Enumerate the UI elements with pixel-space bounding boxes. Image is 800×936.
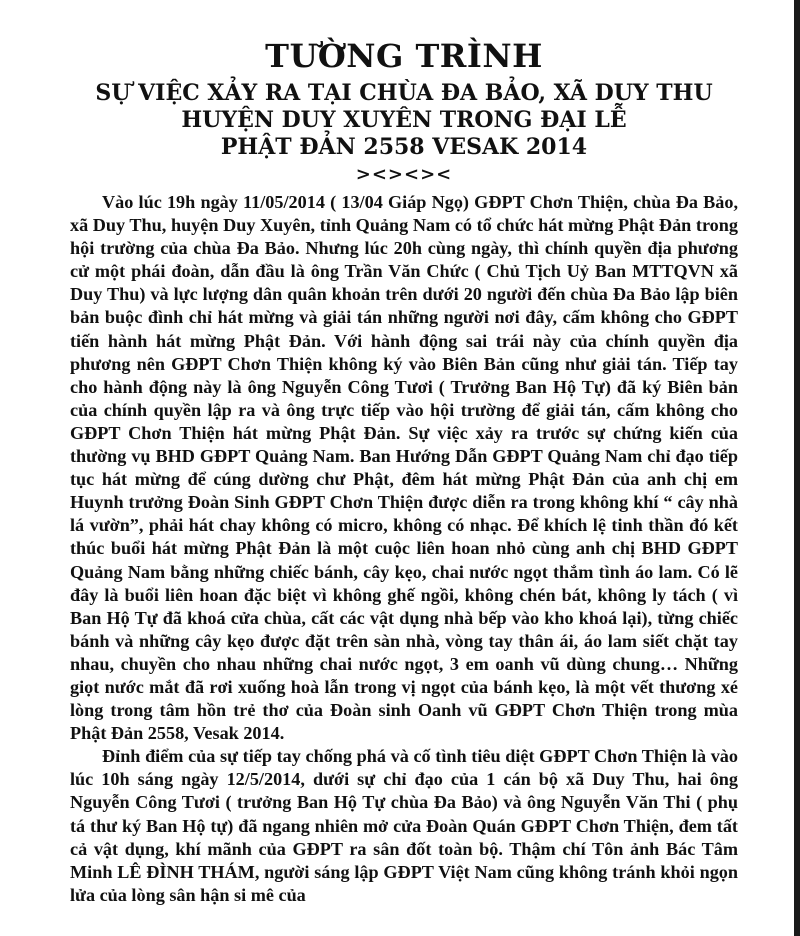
subtitle-line-2: HUYỆN DUY XUYÊN TRONG ĐẠI LỄ [181, 107, 627, 133]
subtitle-line-3: PHẬT ĐẢN 2558 VESAK 2014 [220, 134, 588, 160]
document-title: TƯỜNG TRÌNH [265, 37, 543, 75]
ornament-divider: ><><>< [355, 164, 453, 185]
document-subtitle [70, 80, 738, 161]
document-body [70, 191, 738, 907]
paragraph-2: Đỉnh điểm của sự tiếp tay chống phá và cố tình tiêu diệt GĐPT Chơn Thiện là vào lúc 10h sáng ngày 12/5/2014, dưới sự chỉ đạo của 1 cán bộ xã Duy Thu, hai ông Nguyễn Công Tươi ( trưởng Ban Hộ Tự chùa Đa Bảo) và ông Nguyễn Văn Thi ( phụ tá thư ký Ban Hộ tự) đã ngang nhiên mở cửa Đoàn Quán GĐPT Chơn Thiện, đem tất cả vật dụng, khí mãnh của GĐPT ra sân đốt toàn bộ. Thậm chí Tôn ảnh Bác Tâm Minh LÊ ĐÌNH THÁM, người sáng lập GĐPT Việt Nam cũng không tránh khỏi ngọn lửa của lòng sân hận si mê của [70, 746, 738, 905]
scan-edge-shadow [794, 0, 800, 936]
subtitle-line-1: SỰ VIỆC XẢY RA TẠI CHÙA ĐA BẢO, XÃ DUY THU [95, 80, 713, 106]
paragraph-1: Vào lúc 19h ngày 11/05/2014 ( 13/04 Giáp Ngọ) GĐPT Chơn Thiện, chùa Đa Bảo, xã Duy Thu, huyện Duy Xuyên, tỉnh Quảng Nam có tổ chức hát mừng Phật Đản trong hội trường của chùa Đa Bảo. Nhưng lúc 20h cùng ngày, thì chính quyền địa phương cử một phái đoàn, dẫn đầu là ông Trần Văn Chức ( Chủ Tịch Uỷ Ban MTTQVN xã Duy Thu) và lực lượng dân quân khoản trên dưới 20 người đến chùa Đa Bảo lập biên bản buộc đình chỉ hát mừng và giải tán những người nơi đây, cấm không cho GĐPT tiến hành hát mừng Phật Đản. Với hành động sai trái này của chính quyền địa phương nên GĐPT Chơn Thiện không ký vào Biên Bản cũng như giải tán. Tiếp tay cho hành động này là ông Nguyễn Công Tươi ( Trưởng Ban Hộ Tự) đã ký Biên bản của chính quyền lập ra và ông trực tiếp vào hội trường để giải tán, cấm không cho GĐPT Chơn Thiện hát mừng Phật Đản. Sự việc xảy ra trước sự chứng kiến của thường vụ BHD GĐPT Quảng Nam. Ban Hướng Dẫn GĐPT Quảng Nam chỉ đạo tiếp tục hát mừng để cúng dường chư Phật, đêm hát mừng Phật Đản của anh chị em Huynh trưởng Đoàn Sinh GĐPT Chơn Thiện được diễn ra trong không khí “ cây nhà lá vườn”, phải hát chay không có micro, không có nhạc. Để khích lệ tinh thần đó kết thúc buổi hát mừng Phật Đản là một cuộc liên hoan nhỏ cùng anh chị BHD GĐPT Quảng Nam bằng những chiếc bánh, cây kẹo, chai nước ngọt thắm tình áo lam. Có lẽ đây là buổi liên hoan đặc biệt vì không ghế ngồi, không chén bát, không ly tách ( vì Ban Hộ Tự đã khoá cửa chùa, cất các vật dụng nhà bếp vào kho khoá lại), từng chiếc bánh và những cây kẹo được đặt trên sàn nhà, vòng tay thân ái, áo lam siết chặt tay nhau, chuyền cho nhau những chai nước ngọt, 3 em oanh vũ dùng chung… Những giọt nước mắt đã rơi xuống hoà lẫn trong vị ngọt của bánh kẹo, là một vết thương xé lòng trong tâm hồn trẻ thơ của Đoàn sinh Oanh vũ GĐPT Chơn Thiện trong mùa Phật Đản 2558, Vesak 2014. [70, 192, 738, 744]
